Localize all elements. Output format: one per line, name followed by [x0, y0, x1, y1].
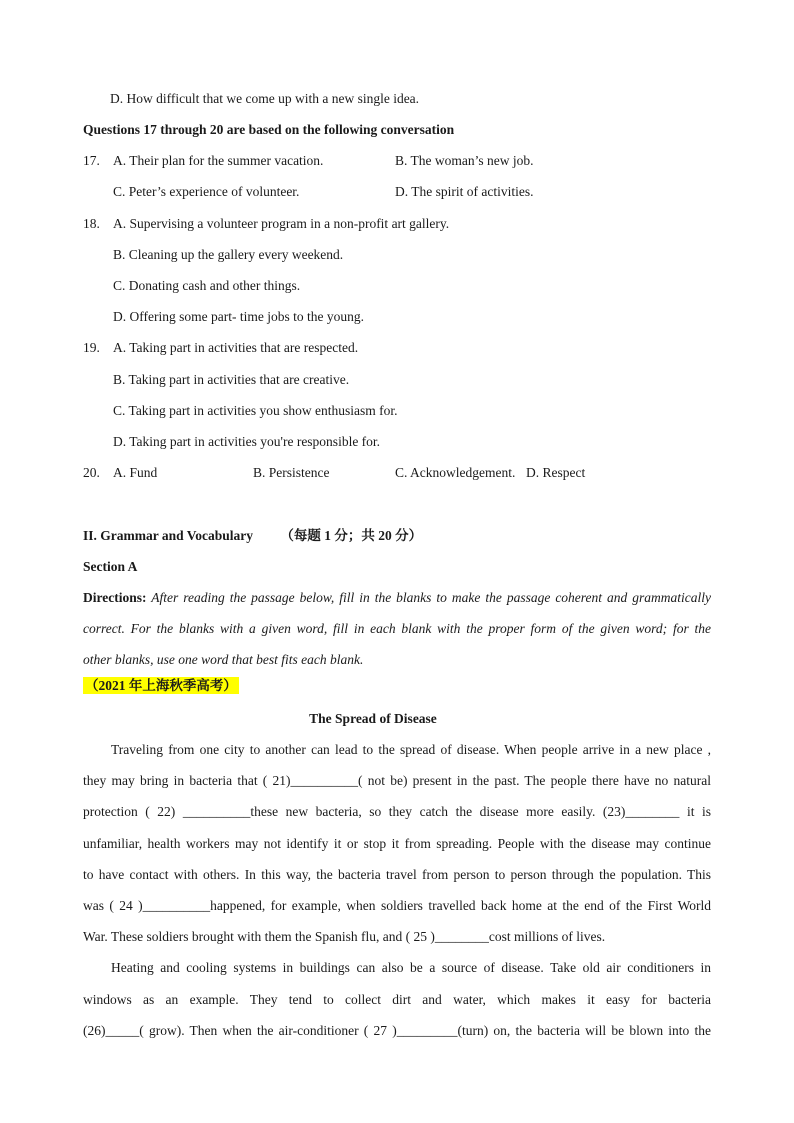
para1-line-4: unfamiliar, health workers may not identify it or stop it from spreading. People with the disease may continue — [83, 836, 711, 851]
section-a-heading: Section A — [83, 559, 138, 574]
q17-number: 17. — [83, 153, 100, 168]
q17-option-c: C. Peter’s experience of volunteer. — [113, 184, 300, 199]
q16-option-d: D. How difficult that we come up with a new single idea. — [110, 91, 420, 106]
q20-option-c: C. Acknowledgement. — [395, 465, 516, 480]
q19-option-b: B. Taking part in activities that are creative. — [113, 372, 350, 387]
para1-line-1: Traveling from one city to another can lead to the spread of disease. When people arrive in a new place , — [111, 742, 711, 757]
section-title-text: II. Grammar and Vocabulary — [83, 528, 254, 543]
para2-line-2: windows as an example. They tend to collect dirt and water, which makes it easy for bacteria — [83, 992, 711, 1007]
q17-option-d: D. The spirit of activities. — [395, 184, 534, 199]
q19-option-c: C. Taking part in activities you show enthusiasm for. — [113, 403, 398, 418]
q17-option-b: B. The woman’s new job. — [395, 153, 534, 168]
para1-line-2: they may bring in bacteria that ( 21)__________( not be) present in the past. The people there have no natural — [83, 773, 711, 788]
directions-line-2: correct. For the blanks with a given word, fill in each blank with the proper form of the given word; for the — [83, 621, 711, 636]
directions-line-1: Directions: After reading the passage below, fill in the blanks to make the passage coherent and grammatically — [83, 590, 711, 605]
q20-number: 20. — [83, 465, 100, 480]
section-score: （每题 1 分；共 20 分） — [280, 528, 423, 543]
q18-option-a: A. Supervising a volunteer program in a non-profit art gallery. — [113, 216, 450, 231]
directions-line-3: other blanks, use one word that best fits each blank. — [83, 652, 364, 667]
q18-option-d: D. Offering some part- time jobs to the young. — [113, 309, 364, 324]
q18-option-b: B. Cleaning up the gallery every weekend. — [113, 247, 344, 262]
para1-line-6: was ( 24 )__________happened, for example, when soldiers travelled back home at the end of the First World — [83, 898, 711, 913]
q18-number: 18. — [83, 216, 100, 231]
passage-title: The Spread of Disease — [309, 711, 437, 726]
q20-option-b: B. Persistence — [253, 465, 330, 480]
q20-option-d: D. Respect — [526, 465, 586, 480]
q20-option-a: A. Fund — [113, 465, 158, 480]
source-tag — [83, 677, 239, 695]
para1-line-5: to have contact with others. In this way, the bacteria travel from person to person through the population. This — [83, 867, 711, 882]
q19-option-a: A. Taking part in activities that are respected. — [113, 340, 359, 355]
para1-line-3: protection ( 22) __________these new bacteria, so they catch the disease more easily. (23)________ it is — [83, 804, 711, 819]
q19-option-d: D. Taking part in activities you're responsible for. — [113, 434, 381, 449]
q17-option-a: A. Their plan for the summer vacation. — [113, 153, 324, 168]
para1-line-7: War. These soldiers brought with them the Spanish flu, and ( 25 )________cost millions of lives. — [83, 929, 606, 944]
q19-number: 19. — [83, 340, 100, 355]
para2-line-3: (26)_____( grow). Then when the air-conditioner ( 27 )_________(turn) on, the bacteria will be blown into the — [83, 1023, 711, 1038]
section-title — [83, 527, 422, 545]
conversation-heading: Questions 17 through 20 are based on the following conversation — [83, 122, 455, 137]
q18-option-c: C. Donating cash and other things. — [113, 278, 301, 293]
para2-line-1: Heating and cooling systems in buildings can also be a source of disease. Take old air conditioners in — [111, 960, 711, 975]
source-tag-text: （2021 年上海秋季高考） — [85, 678, 237, 693]
directions-label: Directions: — [83, 590, 147, 605]
